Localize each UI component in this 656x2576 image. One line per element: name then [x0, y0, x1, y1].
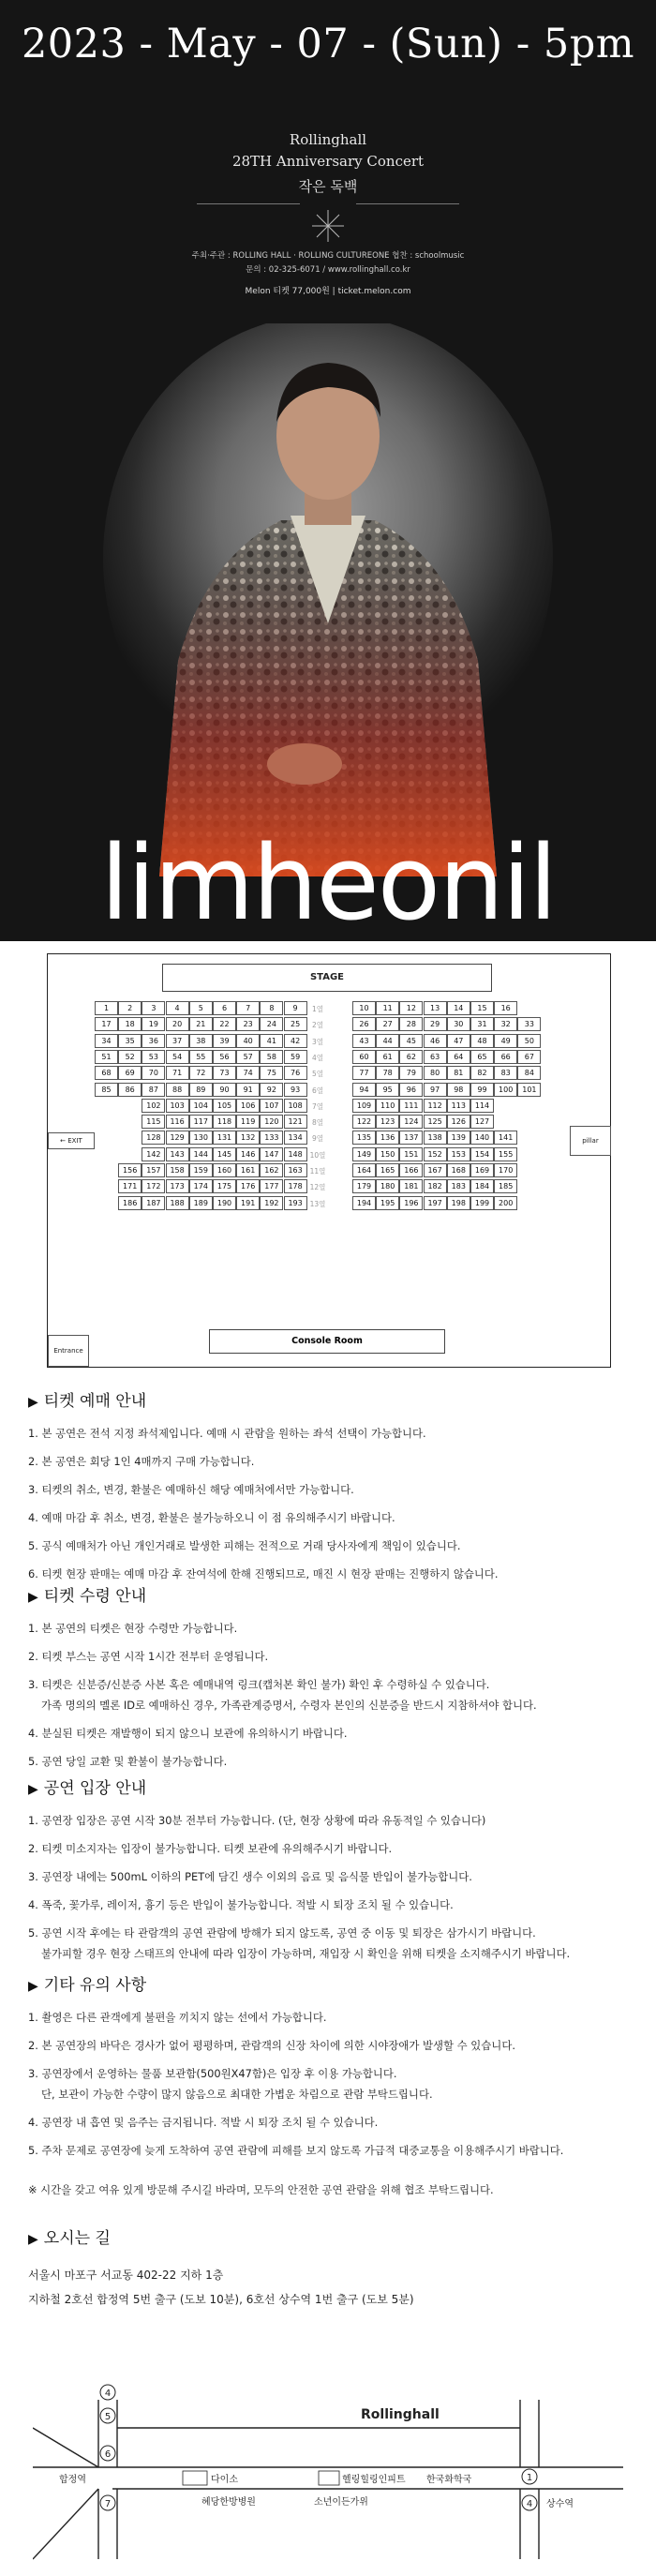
entrance: Entrance: [48, 1335, 89, 1367]
seat: 48: [470, 1034, 494, 1048]
seat: 100: [494, 1083, 517, 1097]
divider-left: [197, 203, 300, 204]
seat: 69: [118, 1066, 142, 1080]
seat: 141: [494, 1131, 517, 1145]
seat: 56: [213, 1050, 236, 1064]
seat: 126: [447, 1115, 470, 1129]
seat: 114: [470, 1099, 494, 1113]
seat: 51: [95, 1050, 118, 1064]
section-line: 4. 예매 마감 후 취소, 변경, 환불은 불가능하오니 이 점 유의해주시기 바랍니다.: [28, 1511, 395, 1524]
seat: 39: [213, 1034, 236, 1048]
seat: 4: [166, 1001, 189, 1015]
seat: 6: [213, 1001, 236, 1015]
seat: 133: [260, 1131, 283, 1145]
section-line: 4. 분실된 티켓은 재발행이 되지 않으니 보관에 유의하시기 바랍니다.: [28, 1727, 348, 1740]
seat: 170: [494, 1163, 517, 1177]
row-label: 3열: [311, 1037, 324, 1046]
seat: 2: [118, 1001, 142, 1015]
seat: 77: [352, 1066, 376, 1080]
info-section: [28, 1775, 628, 1974]
seat: 21: [189, 1017, 213, 1031]
concert-subtitle: 작은 독백: [298, 178, 358, 195]
seat: 105: [213, 1099, 236, 1113]
section-line: 5. 공식 예매처가 아닌 개인거래로 발생한 피해는 전적으로 거래 당사자에게 책임이 있습니다.: [28, 1539, 461, 1552]
seat: 96: [399, 1083, 423, 1097]
hapjeong-station: 합정역: [59, 2475, 86, 2485]
seat: 11: [376, 1001, 399, 1015]
seat: 199: [470, 1196, 494, 1210]
seat: 183: [447, 1179, 470, 1193]
sparkle-icon: [310, 208, 346, 244]
seat: 98: [447, 1083, 470, 1097]
seat: 172: [142, 1179, 165, 1193]
seat: 46: [424, 1034, 447, 1048]
seat: 76: [284, 1066, 307, 1080]
seat: 116: [166, 1115, 189, 1129]
seat: 25: [284, 1017, 307, 1031]
daiso-label: 다이소: [211, 2475, 238, 2485]
seat: 169: [470, 1163, 494, 1177]
seat: 59: [284, 1050, 307, 1064]
seat: 12: [399, 1001, 423, 1015]
seat: 49: [494, 1034, 517, 1048]
seat: 110: [376, 1099, 399, 1113]
seat: 36: [142, 1034, 165, 1048]
rollinghall-label: Rollinghall: [361, 2407, 440, 2422]
seat: 194: [352, 1196, 376, 1210]
note: ※ 시간을 갖고 여유 있게 방문해 주시길 바라며, 모두의 안전한 공연 관람을 위해 협조 부탁드립니다.: [28, 2183, 494, 2196]
seat: 35: [118, 1034, 142, 1048]
seat: 158: [166, 1163, 189, 1177]
seat: 90: [213, 1083, 236, 1097]
seat: 164: [352, 1163, 376, 1177]
triangle-icon: ▶: [28, 1782, 38, 1797]
section-line: 4. 폭죽, 꽃가루, 레이저, 흉기 등은 반입이 불가능합니다. 적발 시 퇴장 조치 될 수 있습니다.: [28, 1898, 454, 1911]
directions-section: [28, 2224, 628, 2263]
seat: 7: [236, 1001, 260, 1015]
ticket-info: Melon 티켓 77,000원 | ticket.melon.com: [245, 287, 411, 296]
section-title: 티켓 수령 안내: [43, 1587, 147, 1606]
artist-name: limheonil: [100, 823, 556, 941]
section-line: 5. 주차 문제로 공연장에 늦게 도착하여 공연 관람에 피해를 보지 않도록 가급적 대중교통을 이용해주시기 바랍니다.: [28, 2144, 564, 2157]
concert-poster: [0, 0, 656, 941]
seat: 75: [260, 1066, 283, 1080]
seat: 193: [284, 1196, 307, 1210]
seat: 186: [118, 1196, 142, 1210]
seat: 86: [118, 1083, 142, 1097]
svg-text:6: 6: [104, 2449, 112, 2460]
console-room: Console Room: [209, 1329, 445, 1354]
seat: 163: [284, 1163, 307, 1177]
section-line: 5. 공연 당일 교환 및 환불이 불가능합니다.: [28, 1755, 228, 1768]
address: 서울시 마포구 서교동 402-22 지하 1층: [28, 2269, 224, 2282]
seat: 171: [118, 1179, 142, 1193]
seat: 82: [470, 1066, 494, 1080]
seat: 55: [189, 1050, 213, 1064]
seat: 16: [494, 1001, 517, 1015]
seat: 138: [424, 1131, 447, 1145]
sangsu-station: 상수역: [546, 2499, 574, 2509]
section-line: 1. 촬영은 다른 관객에게 불편을 끼치지 않는 선에서 가능합니다.: [28, 2011, 327, 2024]
seat: 72: [189, 1066, 213, 1080]
pediatric-label: 소년이든가위: [314, 2497, 368, 2508]
seat: 101: [517, 1083, 541, 1097]
seat: 189: [189, 1196, 213, 1210]
row-label: 10열: [309, 1150, 326, 1160]
seat: 94: [352, 1083, 376, 1097]
seat: 103: [166, 1099, 189, 1113]
row-label: 1열: [311, 1005, 324, 1013]
seat: 168: [447, 1163, 470, 1177]
info-section: [28, 1971, 628, 2171]
location-map: [33, 2372, 623, 2569]
seat: 112: [424, 1099, 447, 1113]
seat: 115: [142, 1115, 165, 1129]
seat: 32: [494, 1017, 517, 1031]
seat: 26: [352, 1017, 376, 1031]
seat: 174: [189, 1179, 213, 1193]
seat: 129: [166, 1131, 189, 1145]
seat: 17: [95, 1017, 118, 1031]
seat: 66: [494, 1050, 517, 1064]
seat: 65: [470, 1050, 494, 1064]
seat: 13: [424, 1001, 447, 1015]
triangle-icon: ▶: [28, 1979, 38, 1994]
section-line: 3. 공연장 내에는 500mL 이하의 PET에 담긴 생수 이외의 음료 및 음식물 반입이 불가능합니다.: [28, 1870, 472, 1883]
stage: STAGE: [162, 964, 492, 992]
seat: 63: [424, 1050, 447, 1064]
seat: 68: [95, 1066, 118, 1080]
seat: 148: [284, 1147, 307, 1161]
venue-title: Rollinghall: [289, 131, 367, 148]
row-label: 7열: [311, 1101, 324, 1111]
seat: 130: [189, 1131, 213, 1145]
seat: 93: [284, 1083, 307, 1097]
seat: 159: [189, 1163, 213, 1177]
seat: 22: [213, 1017, 236, 1031]
section-line: 6. 티켓 현장 판매는 예매 마감 후 잔여석에 한해 진행되므로, 매진 시 현장 판매는 진행하지 않습니다.: [28, 1567, 499, 1580]
seat: 47: [447, 1034, 470, 1048]
seat: 145: [213, 1147, 236, 1161]
row-label: 9열: [311, 1134, 324, 1144]
seat: 149: [352, 1147, 376, 1161]
seat: 118: [213, 1115, 236, 1129]
svg-text:7: 7: [104, 2499, 112, 2509]
row-label: 8열: [311, 1118, 324, 1128]
section-line: 3. 티켓은 신분증/신분증 사본 혹은 예매내역 링크(캡처본 확인 불가) 확인 후 수령하실 수 있습니다.: [28, 1678, 490, 1691]
seat: 3: [142, 1001, 165, 1015]
info-section: [28, 1387, 628, 1595]
section-line: 2. 본 공연은 회당 1인 4매까지 구매 가능합니다.: [28, 1455, 255, 1468]
seat: 78: [376, 1066, 399, 1080]
seat: 41: [260, 1034, 283, 1048]
section-title: 티켓 예매 안내: [43, 1392, 147, 1411]
seat: 128: [142, 1131, 165, 1145]
organizer-info: 주최·주관 : ROLLING HALL · ROLLING CULTUREONE 협찬 : schoolmusic: [191, 251, 465, 261]
seat: 42: [284, 1034, 307, 1048]
section-line: 5. 공연 시작 후에는 타 관람객의 공연 관람에 방해가 되지 않도록, 공연 중 이동 및 퇴장은 삼가시기 바랍니다.: [28, 1926, 536, 1939]
seat: 195: [376, 1196, 399, 1210]
seat: 84: [517, 1066, 541, 1080]
event-date: 2023 - May - 07 - (Sun) - 5pm: [21, 21, 635, 67]
seat: 14: [447, 1001, 470, 1015]
seat: 57: [236, 1050, 260, 1064]
section-line: 2. 티켓 미소지자는 입장이 불가능합니다. 티켓 보관에 유의해주시기 바랍니다.: [28, 1842, 393, 1855]
seat: 24: [260, 1017, 283, 1031]
seat: 38: [189, 1034, 213, 1048]
seat: 30: [447, 1017, 470, 1031]
section-line: 가족 명의의 멜론 ID로 예매하신 경우, 가족관계증명서, 수령자 본인의 신분증을 반드시 지참하셔야 합니다.: [41, 1699, 537, 1712]
seat: 79: [399, 1066, 423, 1080]
seat: 1: [95, 1001, 118, 1015]
seat: 102: [142, 1099, 165, 1113]
seat: 8: [260, 1001, 283, 1015]
artist-photo: [103, 323, 553, 876]
seat: 5: [189, 1001, 213, 1015]
seat: 85: [95, 1083, 118, 1097]
seat: 73: [213, 1066, 236, 1080]
subway-directions: 지하철 2호선 합정역 5번 출구 (도보 10분), 6호선 상수역 1번 출구 (도보 5분): [28, 2293, 414, 2306]
seat: 87: [142, 1083, 165, 1097]
seat: 83: [494, 1066, 517, 1080]
seat: 157: [142, 1163, 165, 1177]
triangle-icon: ▶: [28, 1395, 38, 1410]
seat: 178: [284, 1179, 307, 1193]
seat: 9: [284, 1001, 307, 1015]
svg-text:5: 5: [104, 2412, 112, 2422]
bakery-label: 헬링힐링인피트: [342, 2475, 406, 2485]
seat: 108: [284, 1099, 307, 1113]
seat: 27: [376, 1017, 399, 1031]
seat: 62: [399, 1050, 423, 1064]
seat: 181: [399, 1179, 423, 1193]
seat: 70: [142, 1066, 165, 1080]
seat: 185: [494, 1179, 517, 1193]
seat: 31: [470, 1017, 494, 1031]
directions-title: 오시는 길: [43, 2229, 111, 2248]
seat: 53: [142, 1050, 165, 1064]
seat: 187: [142, 1196, 165, 1210]
seat: 44: [376, 1034, 399, 1048]
seat: 74: [236, 1066, 260, 1080]
seat: 175: [213, 1179, 236, 1193]
seat: 60: [352, 1050, 376, 1064]
seat: 200: [494, 1196, 517, 1210]
seat: 99: [470, 1083, 494, 1097]
row-label: 4열: [311, 1053, 324, 1062]
seat: 173: [166, 1179, 189, 1193]
seat: 121: [284, 1115, 307, 1129]
section-line: 2. 티켓 부스는 공연 시작 1시간 전부터 운영됩니다.: [28, 1650, 269, 1663]
seat: 147: [260, 1147, 283, 1161]
seat: 137: [399, 1131, 423, 1145]
seat: 111: [399, 1099, 423, 1113]
seat: 180: [376, 1179, 399, 1193]
seat: 43: [352, 1034, 376, 1048]
seat: 97: [424, 1083, 447, 1097]
seat: 151: [399, 1147, 423, 1161]
seat: 88: [166, 1083, 189, 1097]
seat: 188: [166, 1196, 189, 1210]
seat: 154: [470, 1147, 494, 1161]
seat: 166: [399, 1163, 423, 1177]
seat: 58: [260, 1050, 283, 1064]
seat: 143: [166, 1147, 189, 1161]
seat: 167: [424, 1163, 447, 1177]
seat: 40: [236, 1034, 260, 1048]
seat: 15: [470, 1001, 494, 1015]
seat: 117: [189, 1115, 213, 1129]
seat: 190: [213, 1196, 236, 1210]
seat: 176: [236, 1179, 260, 1193]
seat: 28: [399, 1017, 423, 1031]
row-label: 13열: [309, 1199, 326, 1208]
seat: 165: [376, 1163, 399, 1177]
seat: 131: [213, 1131, 236, 1145]
exit-label: ← EXIT: [48, 1132, 95, 1149]
seat: 124: [399, 1115, 423, 1129]
seat: 119: [236, 1115, 260, 1129]
seat: 153: [447, 1147, 470, 1161]
seat: 19: [142, 1017, 165, 1031]
row-label: 5열: [311, 1070, 324, 1079]
seat: 61: [376, 1050, 399, 1064]
pillar: pillar: [570, 1126, 611, 1156]
seat: 162: [260, 1163, 283, 1177]
seat: 95: [376, 1083, 399, 1097]
seat: 67: [517, 1050, 541, 1064]
seat: 179: [352, 1179, 376, 1193]
seat: 177: [260, 1179, 283, 1193]
seat: 23: [236, 1017, 260, 1031]
seat: 155: [494, 1147, 517, 1161]
seat: 54: [166, 1050, 189, 1064]
seat: 92: [260, 1083, 283, 1097]
row-label: 12열: [309, 1183, 326, 1192]
seat: 37: [166, 1034, 189, 1048]
seat: 140: [470, 1131, 494, 1145]
section-line: 불가피할 경우 현장 스태프의 안내에 따라 입장이 가능하며, 재입장 시 확인을 위해 티켓을 소지해주시기 바랍니다.: [41, 1947, 571, 1960]
section-line: 1. 본 공연의 티켓은 현장 수령만 가능합니다.: [28, 1622, 238, 1635]
seat: 81: [447, 1066, 470, 1080]
seat: 89: [189, 1083, 213, 1097]
section-line: 2. 본 공연장의 바닥은 경사가 없어 평평하며, 관람객의 신장 차이에 의한 시야장애가 발생할 수 있습니다.: [28, 2039, 515, 2052]
exit-4-top: 4: [104, 2389, 112, 2399]
info-section: [28, 1582, 628, 1782]
seat: 127: [470, 1115, 494, 1129]
concert-title: 28TH Anniversary Concert: [231, 153, 425, 170]
contact-info: 문의 : 02-325-6071 / www.rollinghall.co.kr: [246, 265, 410, 275]
section-line: 3. 공연장에서 운영하는 물품 보관함(500원X47함)은 입장 후 이용 가능합니다.: [28, 2067, 397, 2080]
seat: 122: [352, 1115, 376, 1129]
seat: 136: [376, 1131, 399, 1145]
seat: 144: [189, 1147, 213, 1161]
seat: 191: [236, 1196, 260, 1210]
section-line: 1. 본 공연은 전석 지정 좌석제입니다. 예매 시 관람을 원하는 좌석 선택이 가능합니다.: [28, 1427, 426, 1440]
seat: 20: [166, 1017, 189, 1031]
section-line: 3. 티켓의 취소, 변경, 환불은 예매하신 해당 예매처에서만 가능합니다.: [28, 1483, 354, 1496]
section-title: 공연 입장 안내: [43, 1779, 147, 1798]
seat: 50: [517, 1034, 541, 1048]
section-line: 1. 공연장 입장은 공연 시작 30분 전부터 가능합니다. (단, 현장 상황에 따라 유동적일 수 있습니다): [28, 1814, 486, 1827]
hospital-label: 혜당한방병원: [201, 2497, 256, 2508]
seat-map: [47, 953, 611, 1368]
seat: 10: [352, 1001, 376, 1015]
seat: 64: [447, 1050, 470, 1064]
svg-text:4: 4: [526, 2499, 533, 2509]
seat: 113: [447, 1099, 470, 1113]
seat: 135: [352, 1131, 376, 1145]
seat: 197: [424, 1196, 447, 1210]
seat: 91: [236, 1083, 260, 1097]
seat: 125: [424, 1115, 447, 1129]
seat: 71: [166, 1066, 189, 1080]
seat: 104: [189, 1099, 213, 1113]
seat: 142: [142, 1147, 165, 1161]
seat: 18: [118, 1017, 142, 1031]
seat: 152: [424, 1147, 447, 1161]
bank-label: 한국화학국: [426, 2475, 472, 2485]
seat: 107: [260, 1099, 283, 1113]
section-line: 4. 공연장 내 흡연 및 음주는 금지됩니다. 적발 시 퇴장 조치 될 수 있습니다.: [28, 2116, 379, 2129]
seat: 34: [95, 1034, 118, 1048]
seat: 184: [470, 1179, 494, 1193]
row-label: 2열: [311, 1021, 324, 1030]
triangle-icon: ▶: [28, 2232, 38, 2247]
seat: 198: [447, 1196, 470, 1210]
triangle-icon: ▶: [28, 1590, 38, 1605]
seat: 160: [213, 1163, 236, 1177]
seat: 109: [352, 1099, 376, 1113]
seat: 123: [376, 1115, 399, 1129]
row-label: 11열: [309, 1167, 326, 1176]
seat: 80: [424, 1066, 447, 1080]
seat: 106: [236, 1099, 260, 1113]
section-title: 기타 유의 사항: [43, 1976, 147, 1995]
seat: 33: [517, 1017, 541, 1031]
svg-text:1: 1: [526, 2473, 533, 2483]
divider-right: [356, 203, 459, 204]
seat: 134: [284, 1131, 307, 1145]
seat: 52: [118, 1050, 142, 1064]
seat: 192: [260, 1196, 283, 1210]
row-label: 6열: [311, 1086, 324, 1095]
section-line: 단, 보관이 가능한 수량이 많지 않음으로 최대한 가볍운 차림으로 관람 부탁드립니다.: [41, 2088, 433, 2101]
seat: 146: [236, 1147, 260, 1161]
seat: 182: [424, 1179, 447, 1193]
seat: 196: [399, 1196, 423, 1210]
seat: 45: [399, 1034, 423, 1048]
seat: 132: [236, 1131, 260, 1145]
seat: 29: [424, 1017, 447, 1031]
seat: 161: [236, 1163, 260, 1177]
seat: 139: [447, 1131, 470, 1145]
seat: 156: [118, 1163, 142, 1177]
seat: 150: [376, 1147, 399, 1161]
seat: 120: [260, 1115, 283, 1129]
